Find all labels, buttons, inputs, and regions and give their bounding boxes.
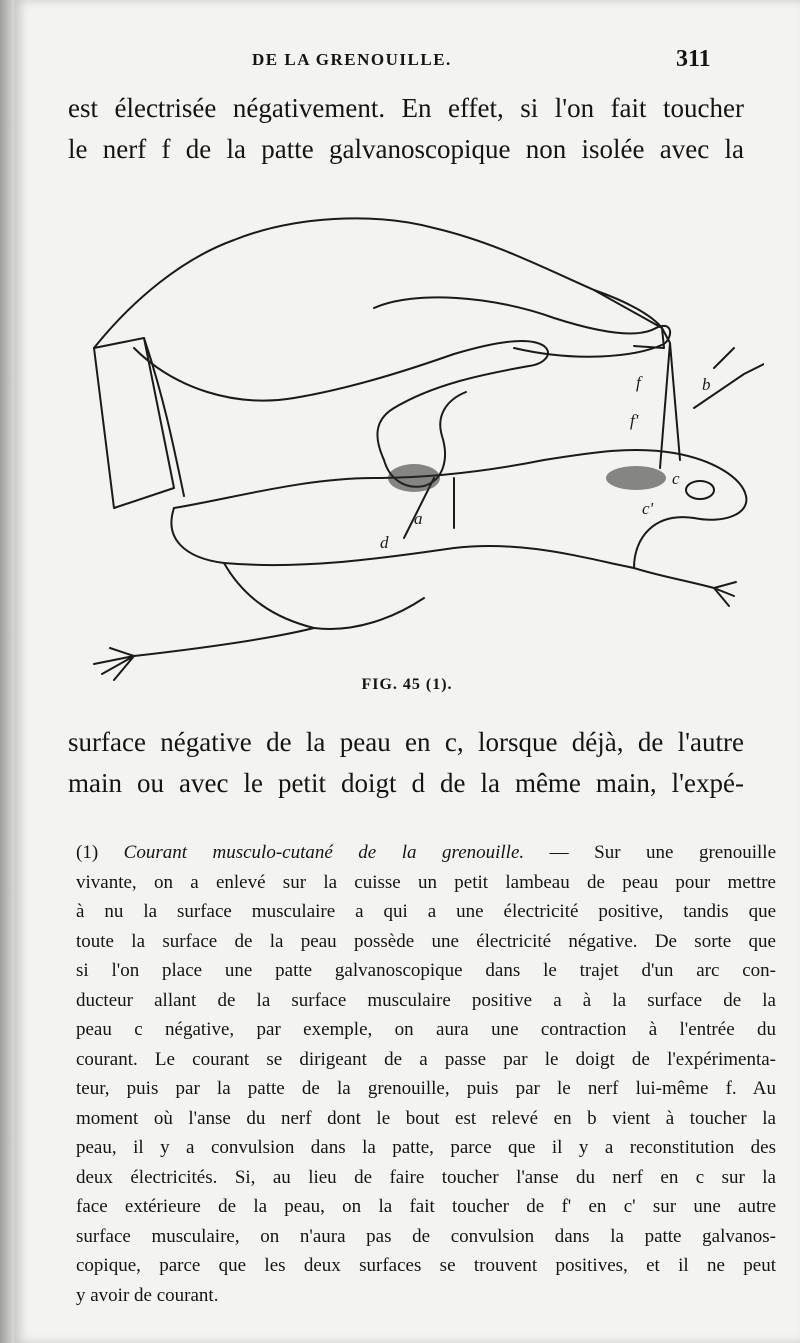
footnote-first-line [76,838,776,868]
middle-paragraph [68,722,744,804]
text-line: surface négative de la peau en c, lorsque déjà, de l'autre [68,727,744,757]
footnote-marker: (1) [76,842,99,863]
figure-caption: FIG. 45 (1). [361,676,453,693]
cuff [94,338,174,508]
footnote-title: Courant musculo-cutané de la grenouille. [123,842,525,863]
book-gutter [0,0,14,1343]
label-c-prime: c' [642,499,654,518]
frog-eye [686,481,714,499]
text-line: le nerf f de la patte galvanoscopique non isolée avec la [68,134,744,164]
muscle-surface-a [388,464,440,492]
footnote-line: peau c négative, par exemple, on aura une contraction à l'entrée du [76,1019,776,1040]
footnote-line: surface musculaire, on n'aura pas de convulsion dans la patte galvanos- [76,1225,776,1247]
footnote-line: si l'on place une patte galvanoscopique dans le trajet d'un arc con- [76,960,776,981]
footnote-line: copique, parce que les deux surfaces se trouvent positives, et il ne peut [76,1255,776,1276]
label-d: d [380,533,389,552]
label-f: f [636,373,641,392]
nerve-wire [660,328,680,468]
page-header [14,46,800,76]
skin-surface-c [606,466,666,490]
page-number: 311 [676,46,711,72]
footnote-line: deux électricités. Si, au lieu de faire toucher l'anse du nerf en c sur la [76,1166,776,1188]
label-b: b [702,375,711,394]
hand-outline [94,218,662,348]
book-page [14,0,800,1343]
label-c: c [672,469,680,488]
footnote-line: courant. Le courant se dirigeant de a passe par le doigt de l'expérimenta- [76,1048,776,1070]
footnote-line: à nu la surface musculaire a qui a une électricité positive, tandis que [76,901,776,922]
footnote-line: face extérieure de la peau, on la fait toucher de f' en c' sur une autre [76,1196,776,1217]
top-paragraph [68,88,744,170]
text-line: main ou avec le petit doigt d de la même main, l'expé- [68,768,744,798]
thumb-outline [134,341,548,460]
footnote-line: toute la surface de la peau possède une électricité négative. De sorte que [76,930,776,952]
footnote-line: moment où l'anse du nerf dont le bout est relevé en b vient à toucher la [76,1107,776,1129]
middle-finger [374,297,670,356]
footnote-line: vivante, on a enlevé sur la cuisse un petit lambeau de peau pour mettre [76,871,776,893]
label-f-prime: f' [630,411,639,430]
footnote [76,838,776,1310]
frog-front-leg [634,568,736,606]
footnote-line: y avoir de courant. [76,1284,219,1306]
footnote-first-line-rest: — Sur une grenouille [524,842,777,863]
footnote-line: peau, il y a convulsion dans la patte, parce que il y a reconstitution des [76,1137,776,1158]
text-line: est électrisée négativement. En effet, si l'on fait toucher [68,93,744,123]
footnote-line: ducteur allant de la surface musculaire positive a à la surface de la [76,989,776,1011]
footnote-line: teur, puis par la patte de la grenouille, puis par le nerf lui-même f. Au [76,1078,776,1099]
label-a: a [414,509,423,528]
frog-hind-leg [94,563,314,680]
running-head: DE LA GRENOUILLE. [252,50,452,69]
frog-experiment-figure [74,178,764,698]
